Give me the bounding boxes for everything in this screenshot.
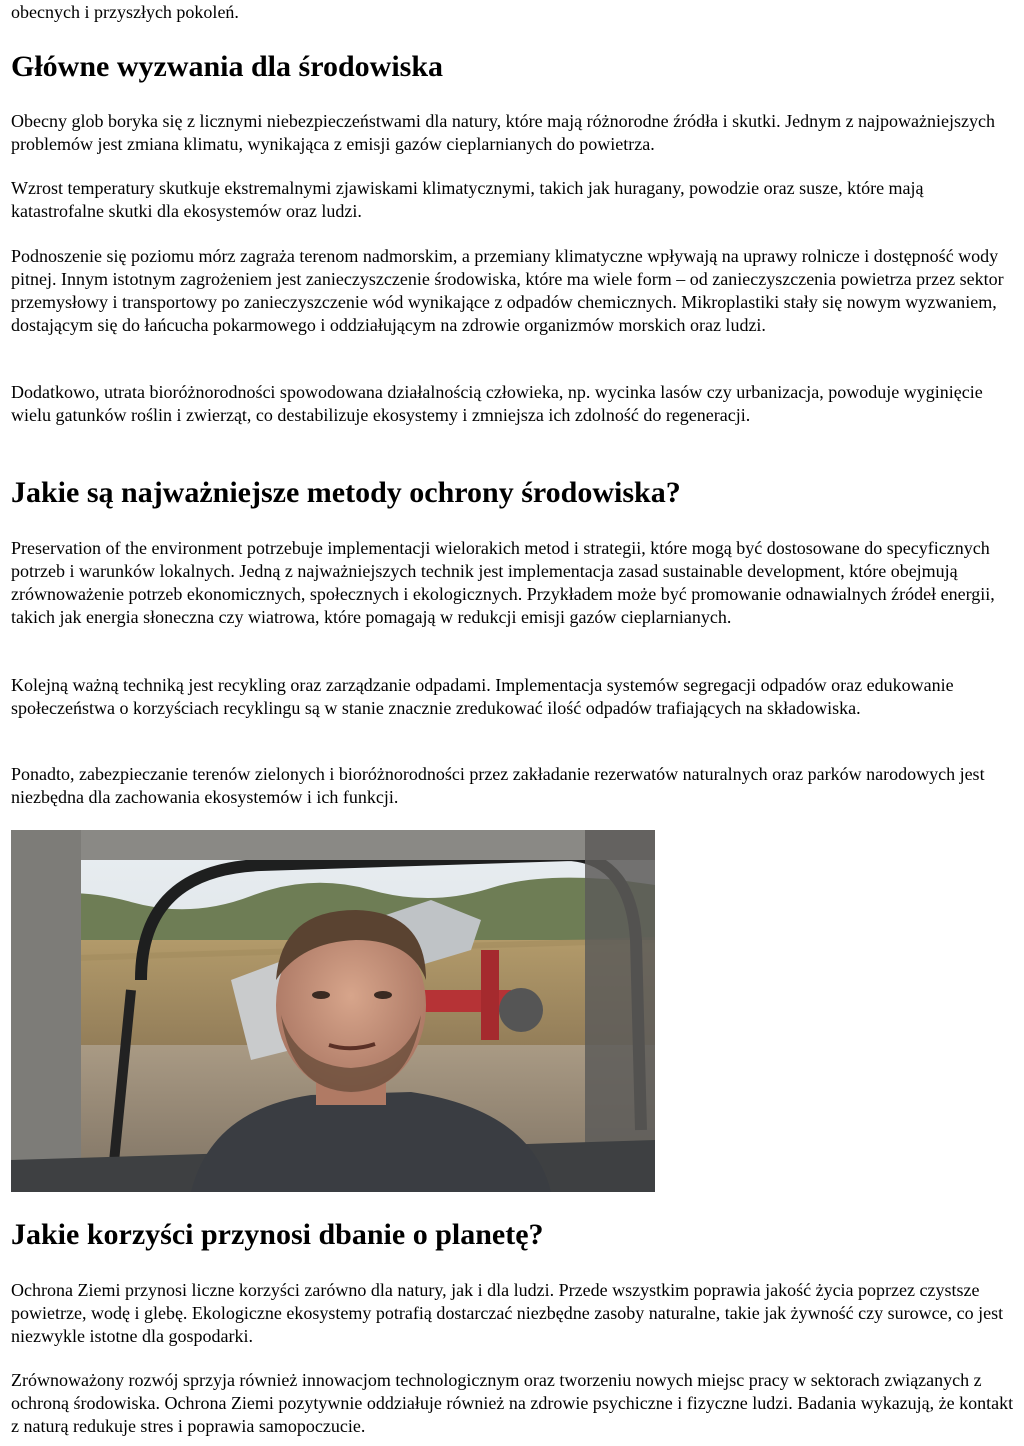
paragraph: Wzrost temperatury skutkuje ekstremalnymi zjawiskami klimatycznymi, takich jak huragany, powodzie oraz susze, które mają katastrofalne skutki dla ekosystemów oraz ludzi.	[11, 178, 924, 221]
section-heading-challenges: Główne wyzwania dla środowiska	[11, 50, 444, 83]
section-heading-benefits: Jakie korzyści przynosi dbanie o planetę?	[11, 1218, 544, 1251]
paragraph: Preservation of the environment potrzebuje implementacji wielorakich metod i strategii, które mogą być dostosowane do specyficznych potrzeb i warunków lokalnych. Jedną z najważniejszych technik jest implementacja zasad sustainable development, które obejmują zrównoważenie potrzeb ekonomicznych, społecznych i ekologicznych. Przykładem może być promowanie odnawialnych źródeł energii, takich jak energia słoneczna czy wiatrowa, które pomagają w redukcji emisji gazów cieplarnianych.	[11, 538, 995, 627]
paragraph: Dodatkowo, utrata bioróżnorodności spowodowana działalnością człowieka, np. wycinka lasów czy urbanizacja, powoduje wyginięcie wielu gatunków roślin i zwierząt, co destabilizuje ekosystemy i zmniejsza ich zdolność do regeneracji.	[11, 382, 983, 425]
article-photo	[11, 830, 655, 1192]
paragraph: Kolejną ważną techniką jest recykling oraz zarządzanie odpadami. Implementacja systemów segregacji odpadów oraz edukowanie społeczeństwa o korzyściach recyklingu są w stanie znacznie zredukować ilość odpadów trafiających na składowiska.	[11, 675, 954, 718]
paragraph: Ochrona Ziemi przynosi liczne korzyści zarówno dla natury, jak i dla ludzi. Przede wszystkim poprawia jakość życia poprzez czystsze powietrze, wodę i glebę. Ekologiczne ekosystemy potrafią dostarczać niezbędne zasoby naturalne, takie jak żywność czy surowce, co jest niezwykle istotne dla gospodarki.	[11, 1280, 1004, 1346]
section-heading-methods: Jakie są najważniejsze metody ochrony środowiska?	[11, 476, 681, 509]
paragraph: Zrównoważony rozwój sprzyja również innowacjom technologicznym oraz tworzeniu nowych miejsc pracy w sektorach związanych z ochroną środowiska. Ochrona Ziemi pozytywnie oddziałuje również na zdrowie psychiczne i fizyczne ludzi. Badania wykazują, że kontakt z naturą redukuje stres i poprawia samopoczucie.	[11, 1370, 1014, 1436]
paragraph: Obecny glob boryka się z licznymi niebezpieczeństwami dla natury, które mają różnorodne źródła i skutki. Jednym z najpoważniejszych problemów jest zmiana klimatu, wynikająca z emisji gazów cieplarnianych do powietrza.	[11, 111, 995, 154]
intro-tail-paragraph: obecnych i przyszłych pokoleń.	[11, 2, 239, 22]
paragraph: Ponadto, zabezpieczanie terenów zielonych i bioróżnorodności przez zakładanie rezerwatów naturalnych oraz parków narodowych jest niezbędna dla zachowania ekosystemów i ich funkcji.	[11, 764, 985, 807]
paragraph: Podnoszenie się poziomu mórz zagraża terenom nadmorskim, a przemiany klimatyczne wpływają na uprawy rolnicze i dostępność wody pitnej. Innym istotnym zagrożeniem jest zanieczyszczenie środowiska, które ma wiele form – od zanieczyszczenia powietrza przez sektor przemysłowy i transportowy po zanieczyszczenie wód wynikające z odpadów chemicznych. Mikroplastiki stały się nowym wyzwaniem, dostającym się do łańcucha pokarmowego i oddziałującym na zdrowie organizmów morskich oraz ludzi.	[11, 246, 1004, 335]
